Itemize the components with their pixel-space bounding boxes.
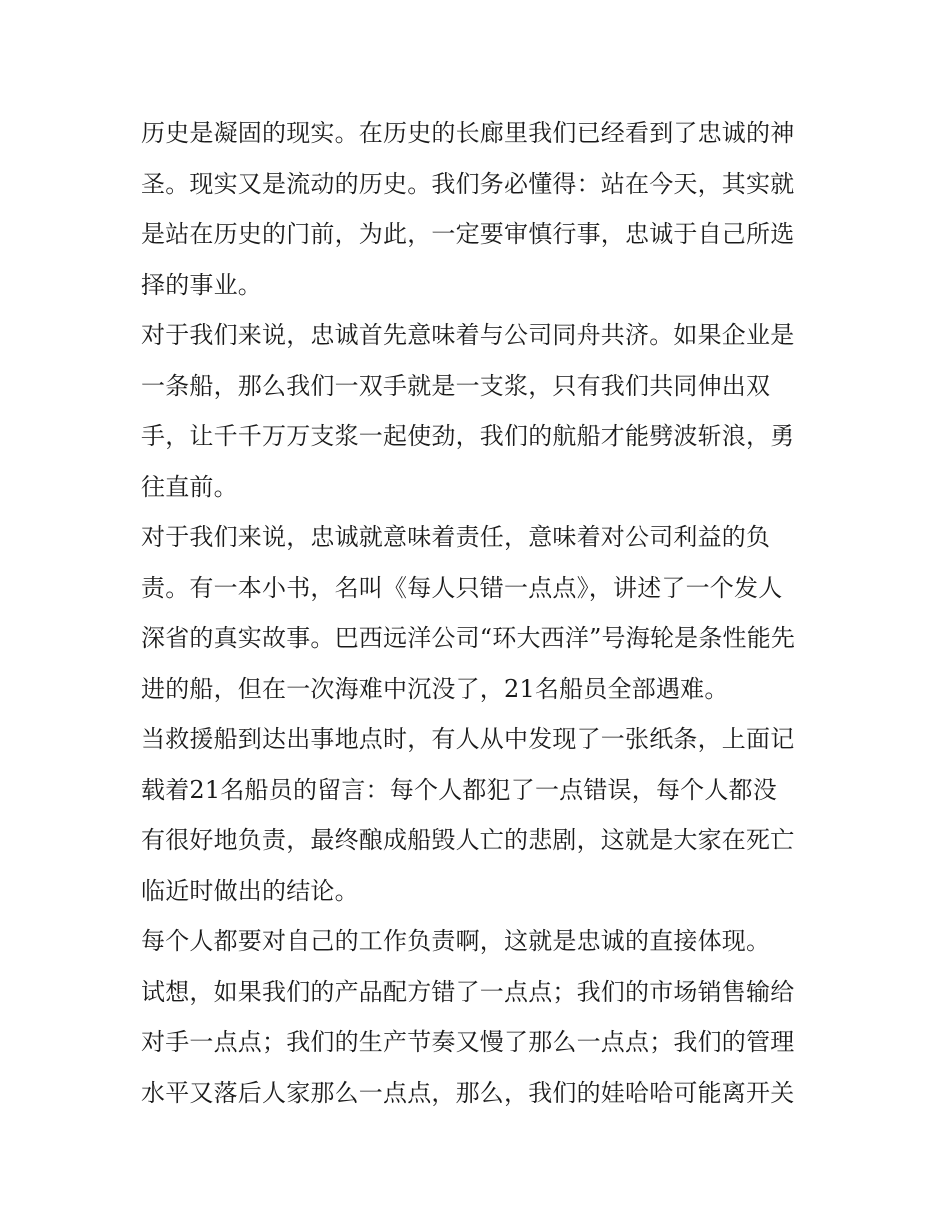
text-line: 当救援船到达出事地点时，有人从中发现了一张纸条，上面记 bbox=[141, 725, 795, 753]
text-line: 是站在历史的门前，为此，一定要审慎行事，忠诚于自己所选 bbox=[141, 220, 795, 248]
text-line: 历史是凝固的现实。在历史的长廊里我们已经看到了忠诚的神 bbox=[141, 119, 795, 147]
text-line: 载着21名船员的留言：每个人都犯了一点错误，每个人都没 bbox=[141, 775, 777, 804]
text-line: 择的事业。 bbox=[141, 270, 262, 299]
text-line: 每个人都要对自己的工作负责啊，这就是忠诚的直接体现。 bbox=[141, 927, 771, 955]
text-line: 临近时做出的结论。 bbox=[141, 876, 359, 905]
text-line: 有很好地负责，最终酿成船毁人亡的悲剧，这就是大家在死亡 bbox=[141, 826, 795, 854]
text-line: 责。有一本小书，名叫《每人只错一点点》，讲述了一个发人 bbox=[141, 573, 783, 602]
document-body bbox=[141, 108, 821, 1118]
text-line: 试想，如果我们的产品配方错了一点点；我们的市场销售输给 bbox=[141, 977, 795, 1006]
text-line: 对手一点点；我们的生产节奏又慢了那么一点点；我们的管理 bbox=[141, 1028, 795, 1056]
text-line: 一条船，那么我们一双手就是一支浆，只有我们共同伸出双 bbox=[141, 371, 771, 400]
text-line: 进的船，但在一次海难中沉没了，21名船员全部遇难。 bbox=[141, 674, 729, 703]
text-line: 对于我们来说，忠诚首先意味着与公司同舟共济。如果企业是 bbox=[141, 321, 795, 349]
text-line: 对于我们来说，忠诚就意味着责任，意味着对公司利益的负 bbox=[141, 523, 771, 551]
text-line: 圣。现实又是流动的历史。我们务必懂得：站在今天，其实就 bbox=[141, 169, 795, 198]
text-line: 往直前。 bbox=[141, 472, 238, 501]
text-line: 深省的真实故事。巴西远洋公司“环大西洋”号海轮是条性能先 bbox=[141, 624, 796, 652]
text-line: 手，让千千万万支浆一起使劲，我们的航船才能劈波斩浪，勇 bbox=[141, 422, 795, 450]
text-line: 水平又落后人家那么一点点，那么，我们的娃哈哈可能离开关 bbox=[141, 1078, 795, 1107]
